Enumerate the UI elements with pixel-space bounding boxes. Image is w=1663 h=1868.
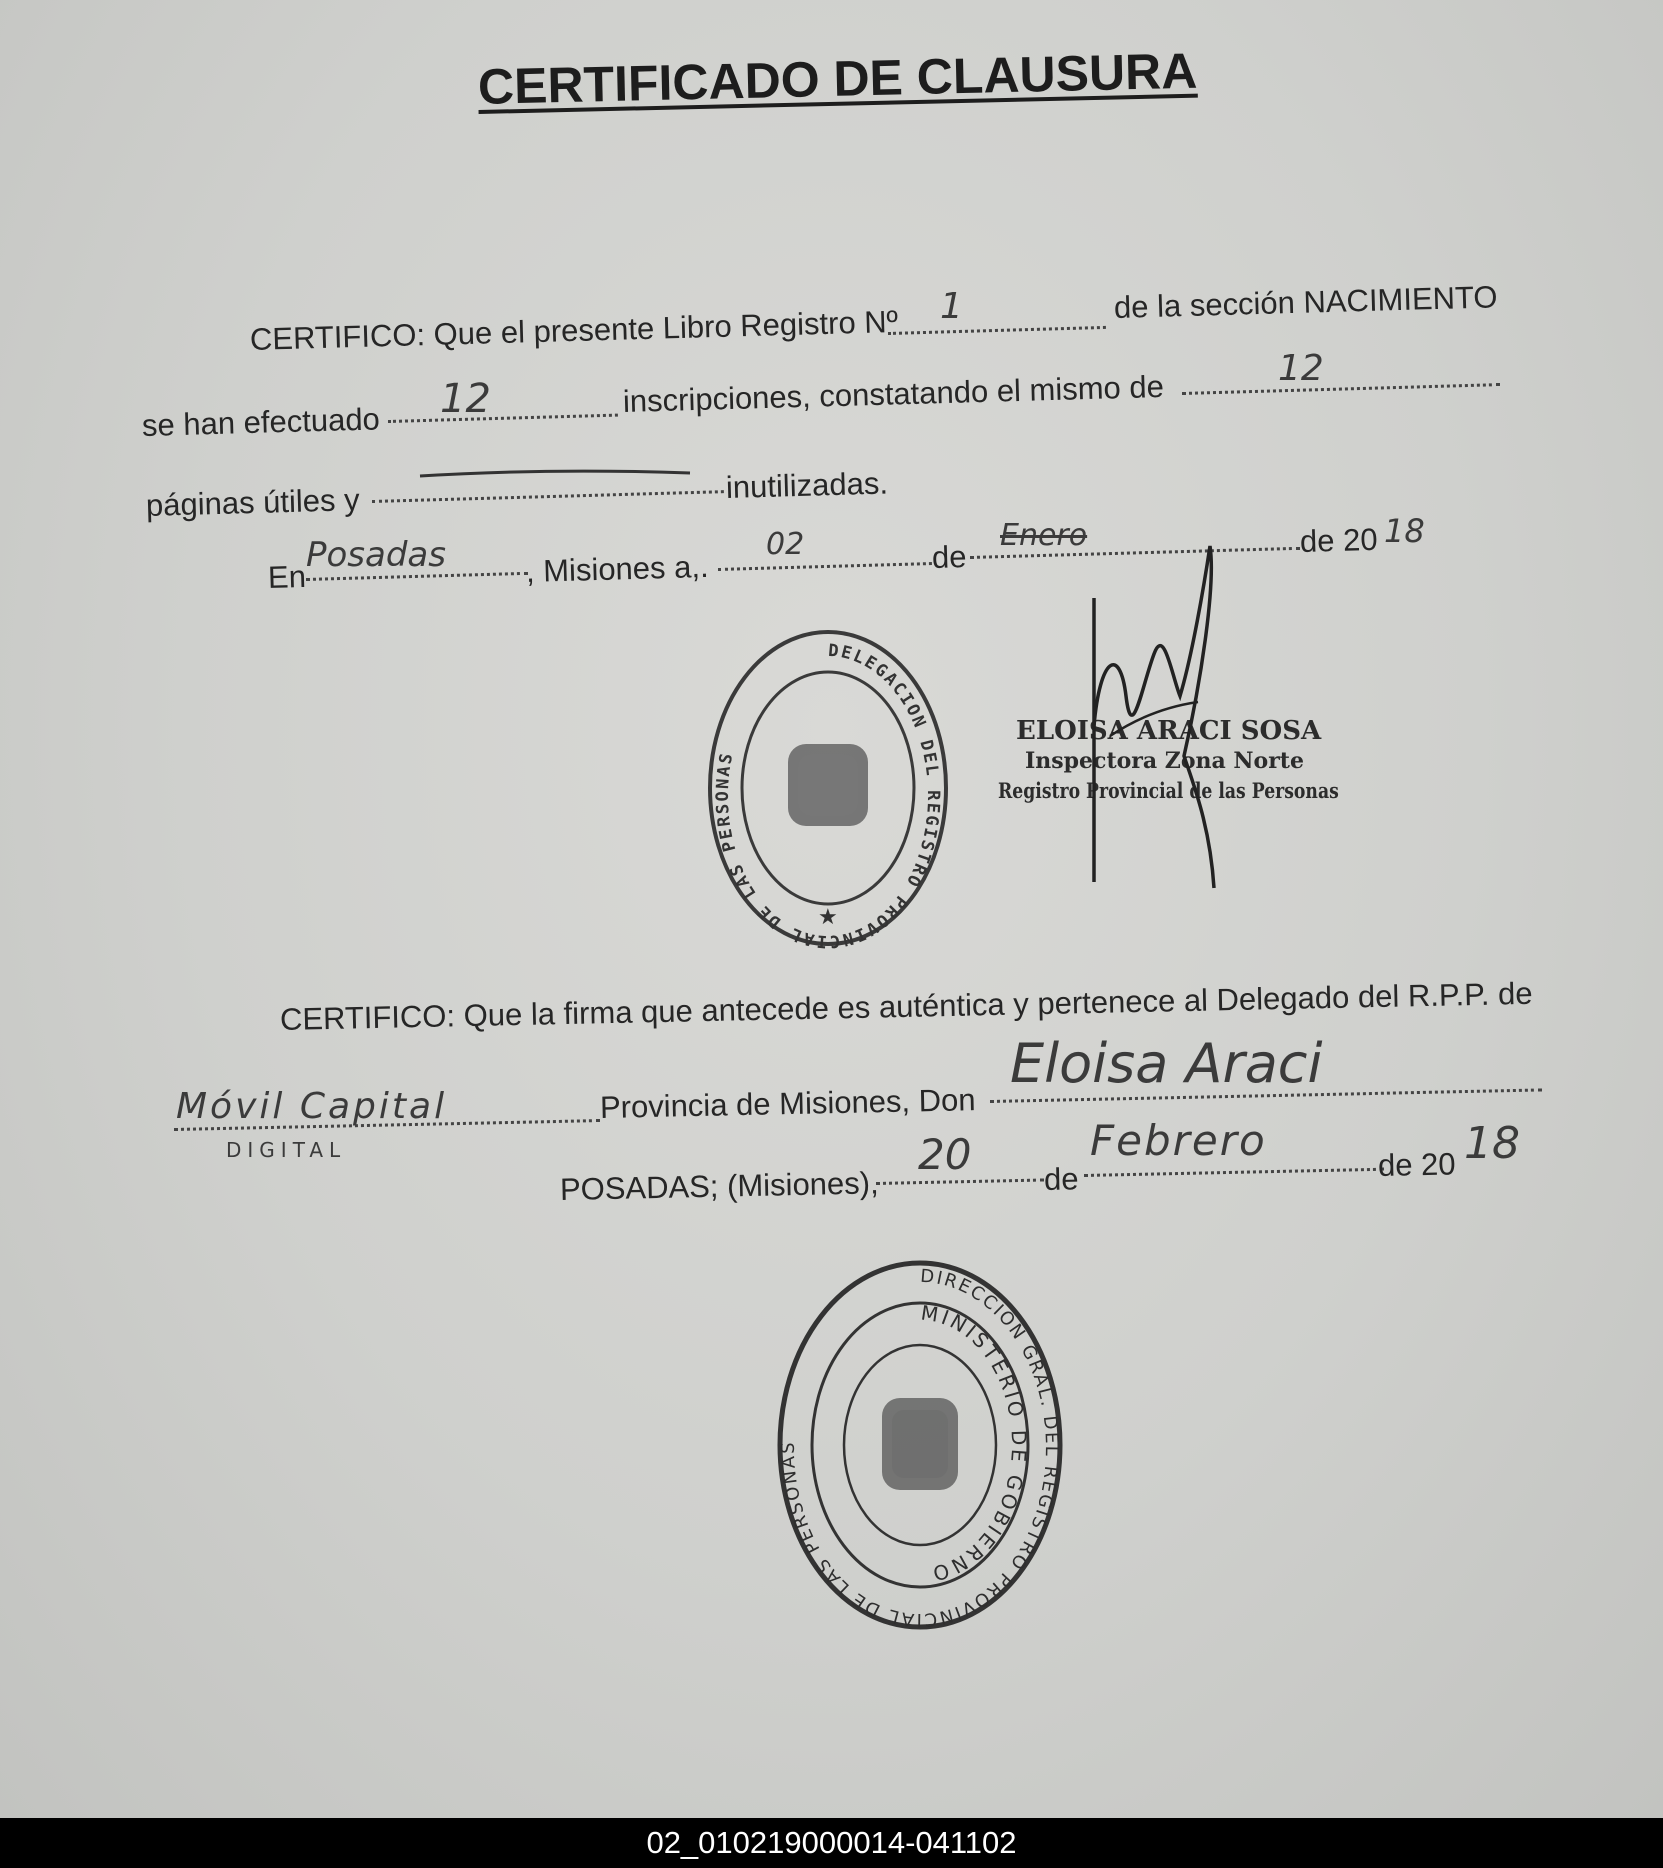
p1-line4-middle: , Misiones a,. [525,548,710,589]
handwritten-paginas: 12 [1278,348,1324,389]
blank-inutilizadas [372,490,724,503]
handwritten-don: Eloisa Araci [1010,1032,1323,1095]
handwritten-signature [1080,526,1230,906]
handwritten-anio: 18 [1384,512,1425,550]
handwritten-mes: Enero [1000,518,1088,553]
p1-line2-prefix: se han efectuado [141,401,381,443]
p1-line3-suffix: inutilizadas. [725,465,889,505]
handwritten-anio2: 18 [1464,1118,1520,1169]
p2-line3-de1: de [1043,1161,1079,1197]
blank-inscripciones [388,414,618,423]
blank-libro-numero [888,326,1106,335]
p2-line3-de2: de 20 [1377,1146,1456,1183]
document-code: 02_010219000014-041102 [646,1825,1017,1860]
p1-line4-de1: de [931,539,967,575]
p1-line4-de2: de 20 [1299,521,1379,559]
handwritten-dia: 02 [766,527,805,562]
blank-paginas [1182,383,1500,395]
handwritten-lugar: Posadas [306,535,446,575]
star-icon: ★ [818,905,838,930]
p2-line3-prefix: POSADAS; (Misiones), [559,1165,879,1207]
handwritten-delegacion: Móvil Capital [176,1086,448,1127]
p2-line2-suffix: Provincia de Misiones, Don [599,1082,976,1125]
stamp2-outer-text: DIRECCION GRAL. DEL REGISTRO PROVINCIAL DE LAS PERSONAS [777,1265,1063,1631]
signatory-role: Inspectora Zona Norte [1025,748,1304,774]
signatory-office: Registro Provincial de las Personas [998,778,1339,803]
handwritten-inscripciones: 12 [440,376,491,422]
p1-line4-prefix: En [267,558,307,595]
stamp-delegacion [700,626,956,950]
p1-line1-suffix: de la sección NACIMIENTO [1113,279,1498,325]
handwritten-delegacion-sub: DIGITAL [226,1138,347,1162]
handwritten-mes2: Febrero [1090,1116,1267,1165]
handwritten-dia2: 20 [918,1130,972,1179]
footer-bar [0,1818,1663,1868]
handwritten-libro-numero: 1 [940,286,963,327]
blank-mes2 [1084,1168,1384,1177]
signatory-name: ELOISA ARACI SOSA [1016,716,1322,746]
p1-line2-middle: inscripciones, constatando el mismo de [622,368,1165,419]
p1-line3-prefix: páginas útiles y [145,482,361,523]
blank-dia [718,562,932,571]
stamp1-text: DELEGACION DEL REGISTRO PROVINCIAL DE LAS PERSONAS [712,640,943,952]
p2-line1: CERTIFICO: Que la firma que antecede es auténtica y pertenece al Delegado del R.P.P. de [279,975,1533,1037]
document-title: CERTIFICADO DE CLAUSURA [477,42,1198,115]
handwritten-dash-line [420,468,692,480]
stamp-direccion-general [776,1258,1064,1632]
p1-line1-prefix: CERTIFICO: Que el presente Libro Registro Nº [249,303,899,357]
stamp2-inner-text: MINISTERIO DE GOBIERNO [919,1300,1032,1587]
blank-dia2 [876,1178,1044,1185]
